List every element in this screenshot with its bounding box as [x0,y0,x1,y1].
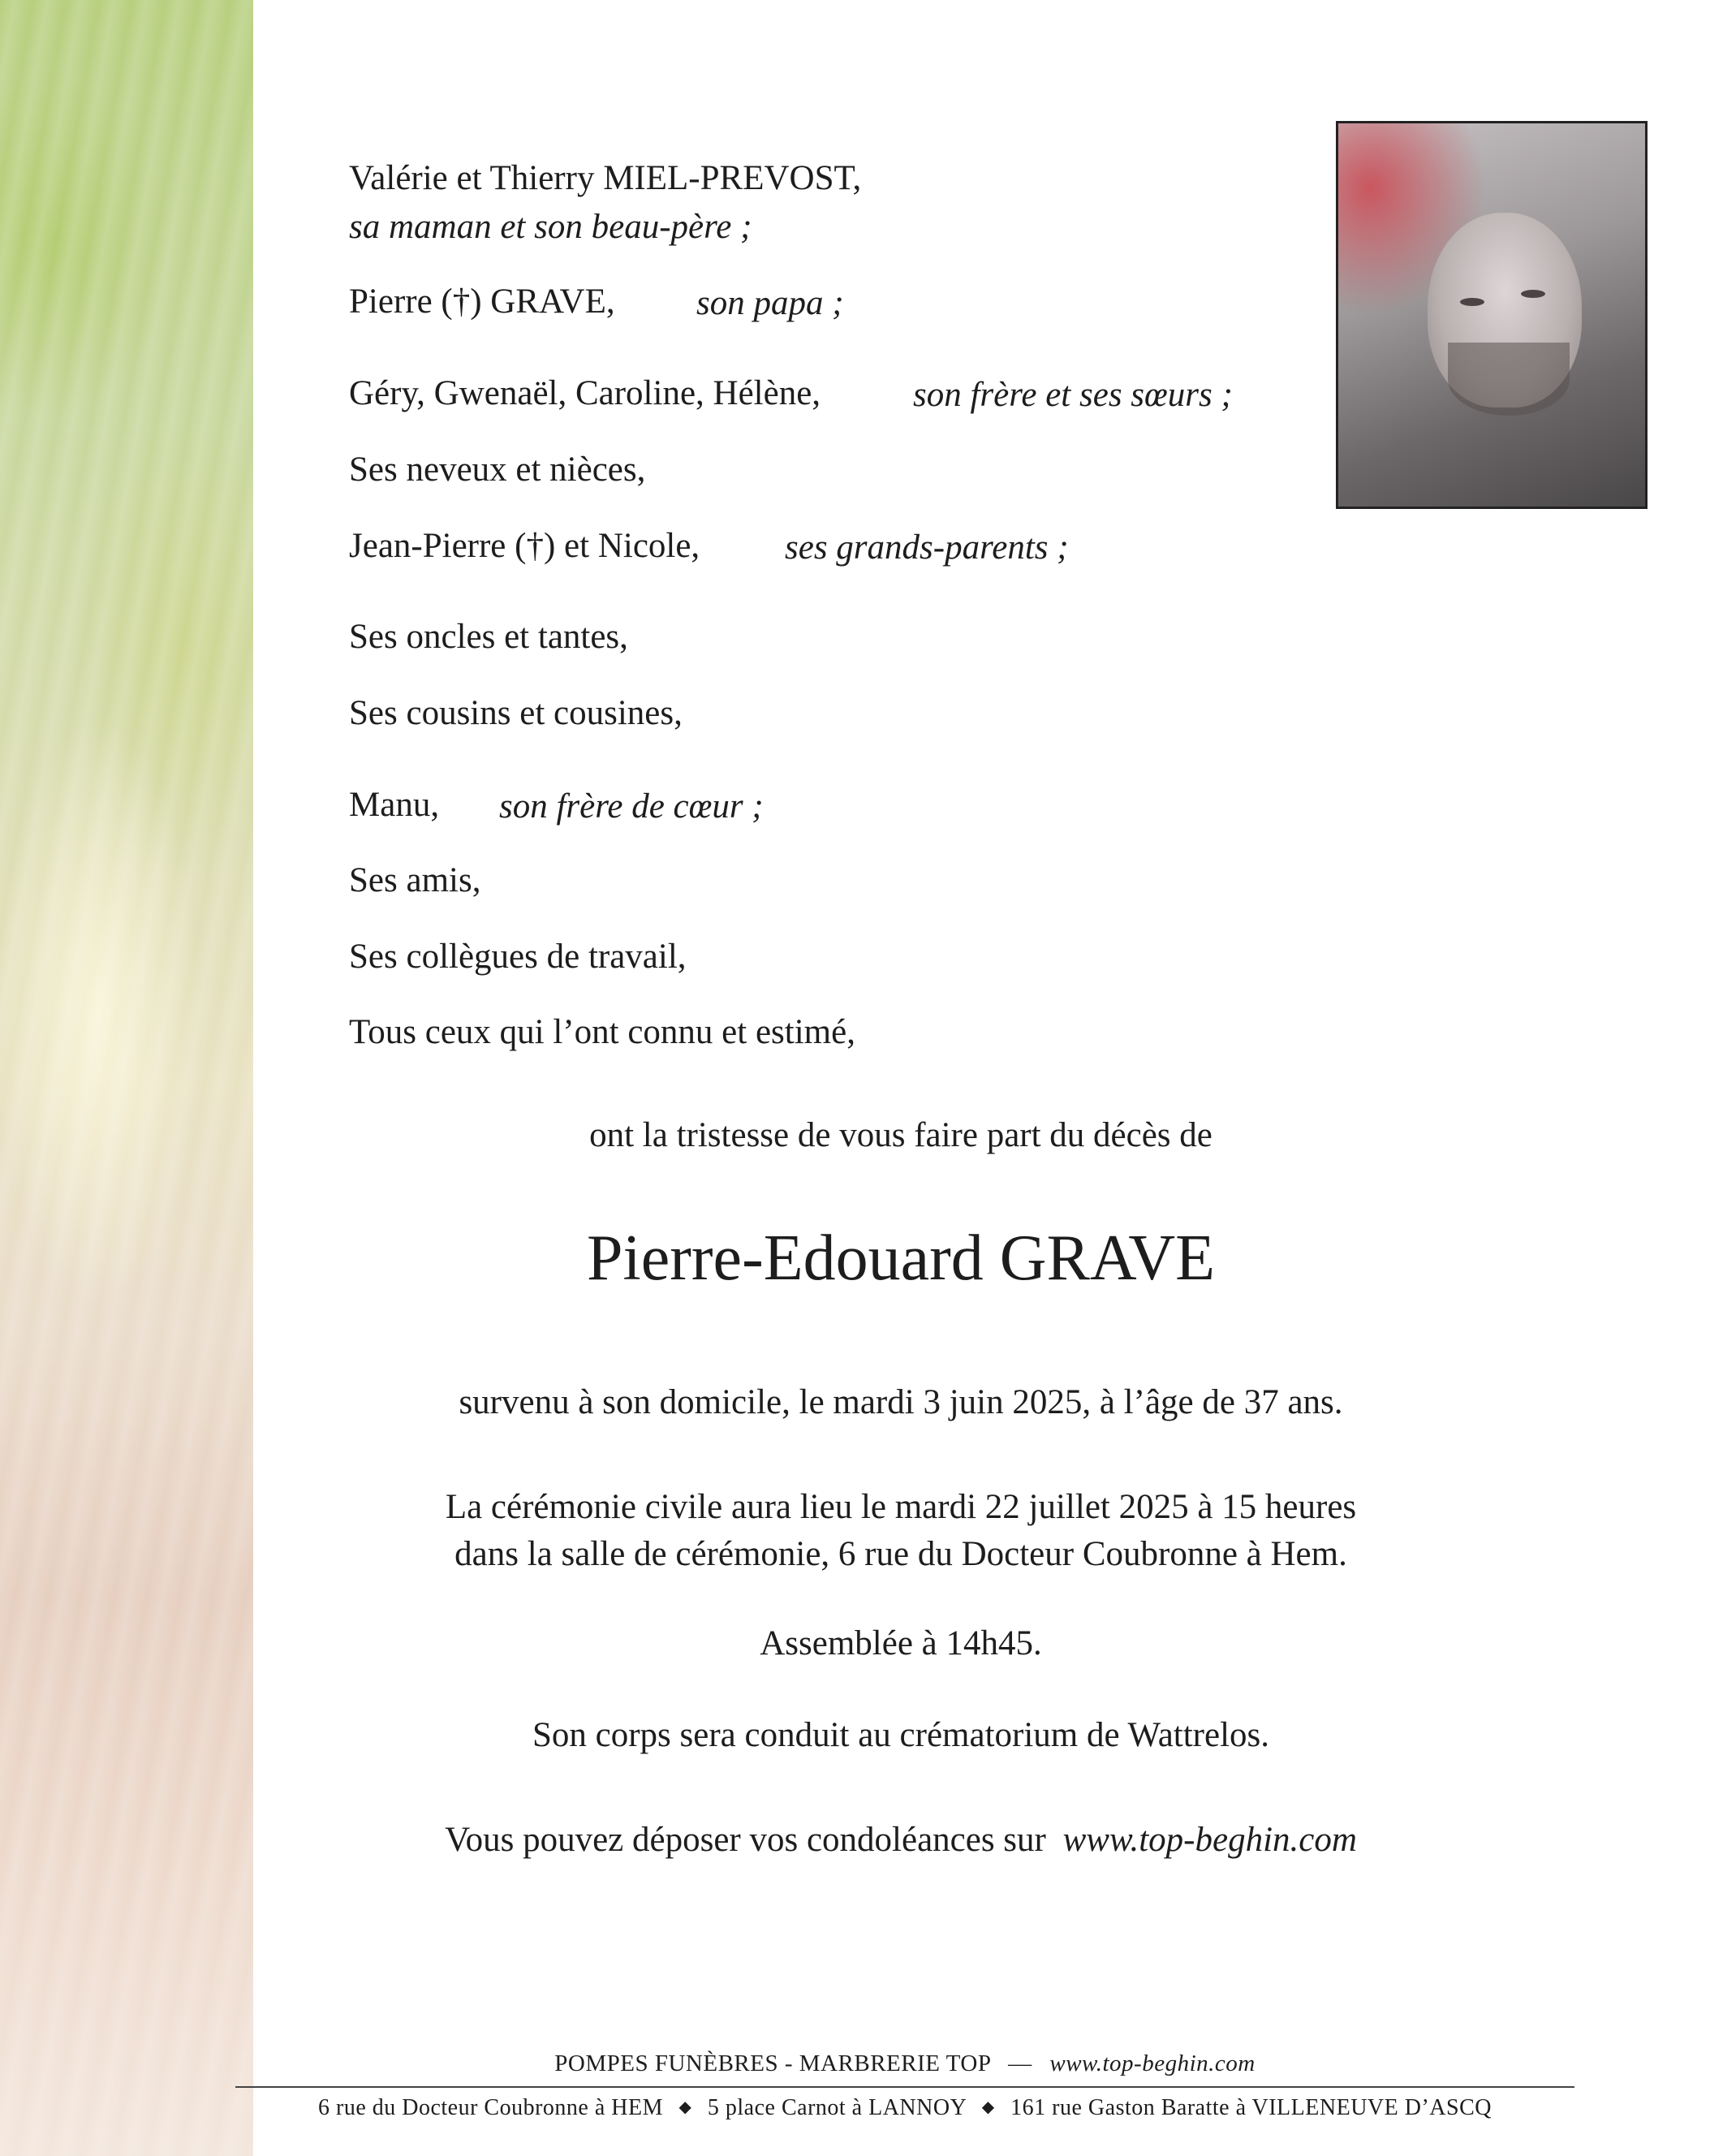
portrait-left-eye [1460,298,1484,306]
portrait-right-eye [1521,290,1545,298]
assembly-time: Assemblée à 14h45. [760,1624,1042,1662]
condolences-text: Vous pouvez déposer vos condoléances sur [445,1821,1046,1859]
footer-dash: — [1008,2050,1032,2076]
portrait-beard [1448,343,1570,416]
death-info: survenu à son domicile, le mardi 3 juin 2025, à l’âge de 37 ans. [459,1383,1343,1421]
family-line-friends: Ses amis, [349,861,481,899]
family-role-parents: sa maman et son beau-père ; [349,208,752,246]
family-line-all: Tous ceux qui l’ont connu et estimé, [349,1013,855,1051]
announcement-intro: ont la tristesse de vous faire part du décès de [589,1116,1213,1154]
portrait-photo [1336,121,1648,509]
family-line-parents: Valérie et Thierry MIEL-PREVOST, [349,159,862,197]
condolences-link[interactable]: www.top-beghin.com [1062,1821,1357,1859]
family-line-siblings: Géry, Gwenaël, Caroline, Hélène, [349,374,821,412]
ceremony-line-2: dans la salle de cérémonie, 6 rue du Docteur Coubronne à Hem. [454,1535,1347,1573]
footer-address-villeneuve: 161 rue Gaston Baratte à VILLENEUVE D’ASCQ [1010,2095,1492,2120]
family-line-uncles: Ses oncles et tantes, [349,618,628,656]
deceased-name: Pierre-Edouard GRAVE [587,1222,1215,1294]
forest-background-image [0,0,253,2156]
family-line-cousins: Ses cousins et cousines, [349,694,683,732]
family-role-manu: son frère de cœur ; [499,787,764,826]
footer-address-lannoy: 5 place Carnot à LANNOY [707,2095,967,2120]
condolences-line [252,1822,1550,1857]
family-line-nephews: Ses neveux et nièces, [349,451,646,489]
footer-addresses [235,2097,1574,2119]
family-line-manu: Manu, [349,786,440,824]
family-role-grandparents: ses grands-parents ; [785,528,1069,567]
footer-address-hem: 6 rue du Docteur Coubronne à HEM [318,2095,664,2120]
footer-company: POMPES FUNÈBRES - MARBRERIE TOP [554,2050,991,2076]
family-line-father: Pierre (†) GRAVE, [349,282,615,321]
footer-company-line [235,2052,1574,2076]
family-role-father: son papa ; [696,284,844,322]
family-role-siblings: son frère et ses sœurs ; [913,376,1233,414]
footer-separator-diamond-icon: ◆ [678,2098,692,2116]
family-line-grandparents: Jean-Pierre (†) et Nicole, [349,527,700,565]
footer-separator-diamond-icon: ◆ [981,2098,995,2116]
cremation-info: Son corps sera conduit au crématorium de Wattrelos. [532,1716,1270,1754]
ceremony-line-1: La cérémonie civile aura lieu le mardi 22 juillet 2025 à 15 heures [445,1488,1357,1526]
footer-divider [235,2086,1574,2088]
footer-website[interactable]: www.top-beghin.com [1049,2050,1256,2076]
family-line-colleagues: Ses collègues de travail, [349,938,687,976]
